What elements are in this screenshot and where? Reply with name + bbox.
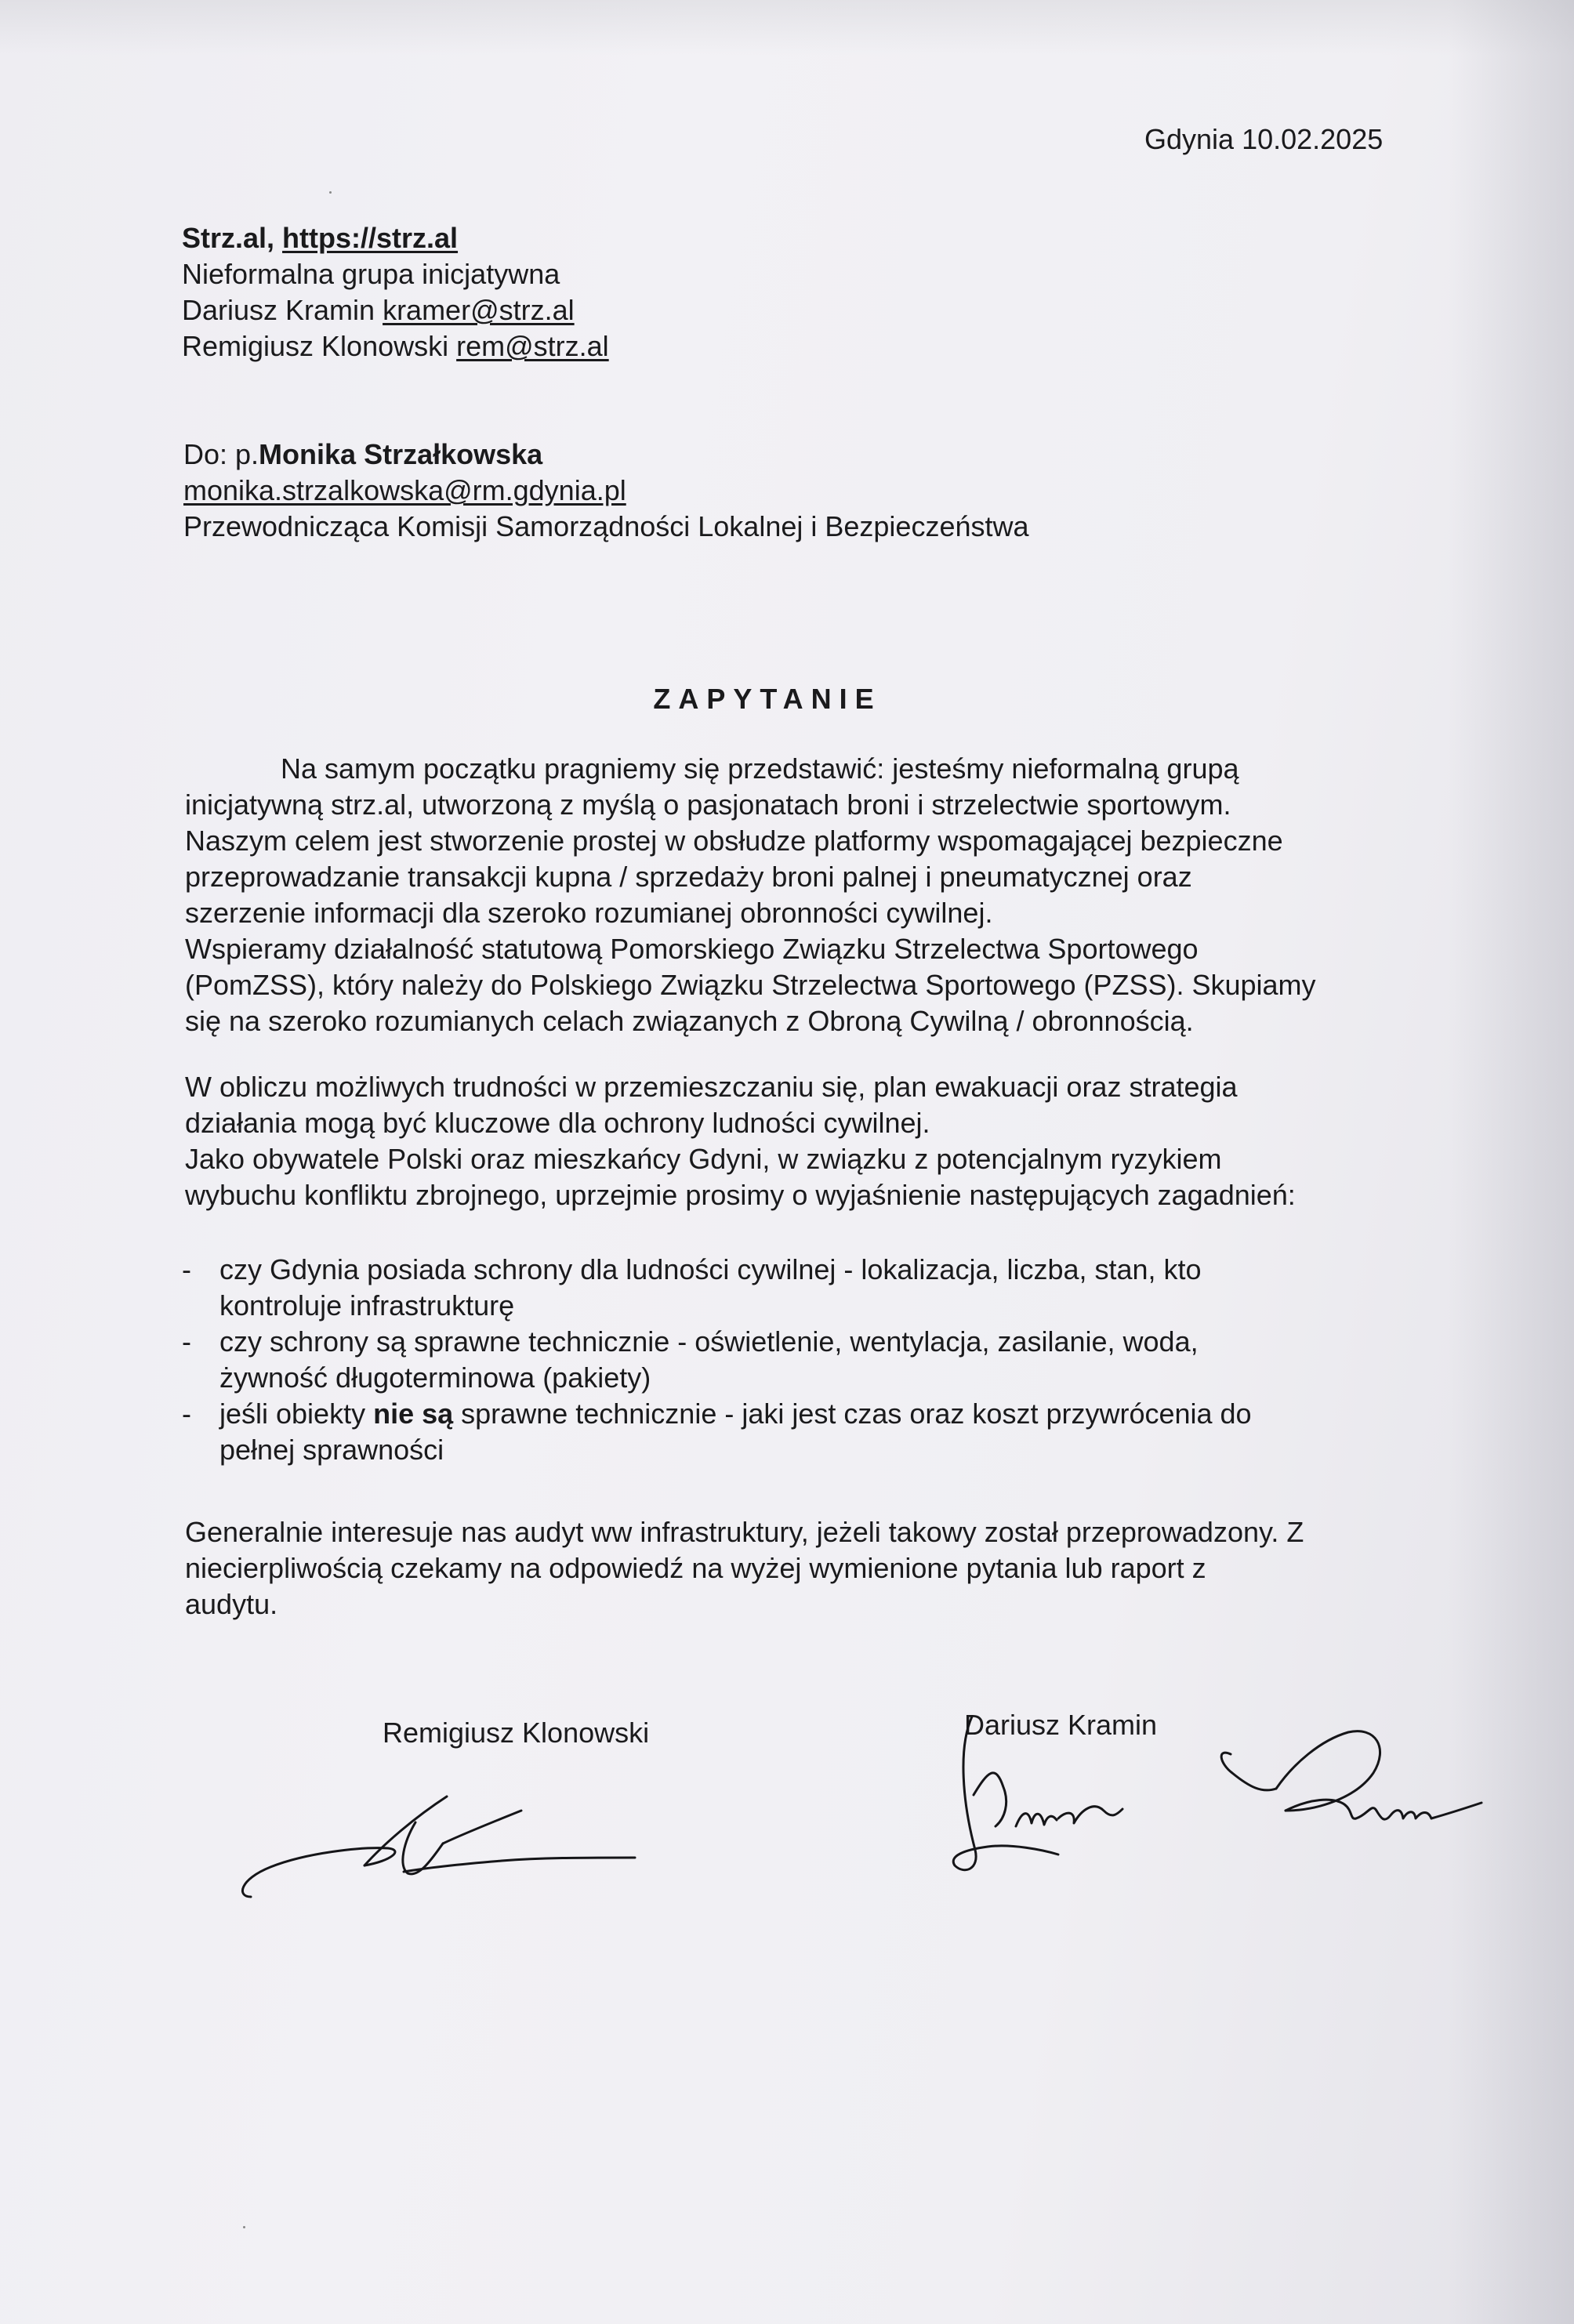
sender-group: Nieformalna grupa inicjatywna xyxy=(182,258,560,290)
signature-right-image xyxy=(941,1701,1521,1881)
paragraph-line: W obliczu możliwych trudności w przemieszczaniu się, plan ewakuacji oraz strategia xyxy=(185,1071,1238,1103)
question-list xyxy=(182,1252,1252,1468)
list-item-line: żywność długoterminowa (pakiety) xyxy=(219,1361,651,1394)
list-item-line: czy Gdynia posiada schrony dla ludności cywilnej - lokalizacja, liczba, stan, kto xyxy=(219,1253,1202,1285)
paragraph-line: Na samym początku pragniemy się przedstawić: jesteśmy nieformalną grupą xyxy=(281,752,1239,785)
recipient-name: Monika Strzałkowska xyxy=(259,438,543,470)
list-item-line: czy schrony są sprawne technicznie - oświetlenie, wentylacja, zasilanie, woda, xyxy=(219,1325,1199,1358)
recipient-email: monika.strzalkowska@rm.gdynia.pl xyxy=(183,474,626,506)
paragraph-line: Wspieramy działalność statutową Pomorskiego Związku Strzelectwa Sportowego xyxy=(185,933,1199,965)
paragraph-line: szerzenie informacji dla szeroko rozumianej obronności cywilnej. xyxy=(185,897,993,929)
paragraph-line: działania mogą być kluczowe dla ochrony ludności cywilnej. xyxy=(185,1107,930,1139)
sender-url: https://strz.al xyxy=(282,222,459,254)
letter-title: ZAPYTANIE xyxy=(653,683,882,715)
list-item-line: kontroluje infrastrukturę xyxy=(219,1289,515,1322)
paragraph-line: inicjatywną strz.al, utworzoną z myślą o pasjonatach broni i strzelectwie sportowym. xyxy=(185,789,1231,821)
member1-email: kramer@strz.al xyxy=(383,294,575,326)
bullet-dash: - xyxy=(182,1398,191,1430)
member1-name: Dariusz Kramin xyxy=(182,294,383,326)
list-item xyxy=(182,1324,1252,1396)
paragraph-line: Naszym celem jest stworzenie prostej w obsłudze platformy wspomagającej bezpieczne xyxy=(185,825,1283,857)
recipient-role: Przewodnicząca Komisji Samorządności Lokalnej i Bezpieczeństwa xyxy=(183,510,1029,542)
list-item xyxy=(182,1396,1252,1468)
recipient-block xyxy=(183,437,1029,545)
emphasis-text: nie są xyxy=(373,1398,454,1430)
sender-name: Strz.al, xyxy=(182,222,283,254)
signatory-left-name: Remigiusz Klonowski xyxy=(383,1717,650,1749)
paragraph-line: przeprowadzanie transakcji kupna / sprzedaży broni palnej i pneumatycznej oraz xyxy=(185,861,1192,893)
recipient-prefix: Do: p. xyxy=(183,438,259,470)
letter-date: Gdynia 10.02.2025 xyxy=(1144,123,1384,155)
text-segment: sprawne technicznie - jaki jest czas oraz koszt przywrócenia do xyxy=(453,1398,1252,1430)
sender-block xyxy=(182,220,609,364)
paragraph-line: Generalnie interesuje nas audyt ww infrastruktury, jeżeli takowy został przeprowadzony. Z xyxy=(185,1516,1304,1548)
bullet-dash: - xyxy=(182,1253,191,1285)
paragraph-context xyxy=(185,1069,1486,1213)
bullet-dash: - xyxy=(182,1325,191,1358)
paragraph-line: niecierpliwością czekamy na odpowiedź na wyżej wymienione pytania lub raport z xyxy=(185,1552,1206,1584)
signatory-right-name: Dariusz Kramin xyxy=(964,1709,1158,1741)
paragraph-line: wybuchu konfliktu zbrojnego, uprzejmie prosimy o wyjaśnienie następujących zagadnień: xyxy=(185,1179,1296,1211)
list-item-line xyxy=(219,1396,1252,1432)
paragraph-line: Jako obywatele Polski oraz mieszkańcy Gdyni, w związku z potencjalnym ryzykiem xyxy=(185,1143,1222,1175)
paragraph-line: (PomZSS), który należy do Polskiego Związku Strzelectwa Sportowego (PZSS). Skupiamy xyxy=(185,969,1316,1001)
list-item-line: pełnej sprawności xyxy=(219,1434,444,1466)
member2-email: rem@strz.al xyxy=(456,330,609,362)
paragraph-line: się na szeroko rozumianych celach związanych z Obroną Cywilną / obronnością. xyxy=(185,1005,1194,1037)
paper-shadow-top xyxy=(0,0,1574,55)
member2-name: Remigiusz Klonowski xyxy=(182,330,457,362)
paragraph-intro xyxy=(185,751,1486,1039)
paper-speck xyxy=(243,2226,245,2228)
list-item xyxy=(182,1252,1252,1324)
paragraph-closing xyxy=(185,1514,1486,1622)
text-segment: jeśli obiekty xyxy=(219,1398,374,1430)
signature-left-image xyxy=(227,1779,651,1920)
paper-speck xyxy=(329,191,332,194)
paragraph-line: audytu. xyxy=(185,1588,278,1620)
